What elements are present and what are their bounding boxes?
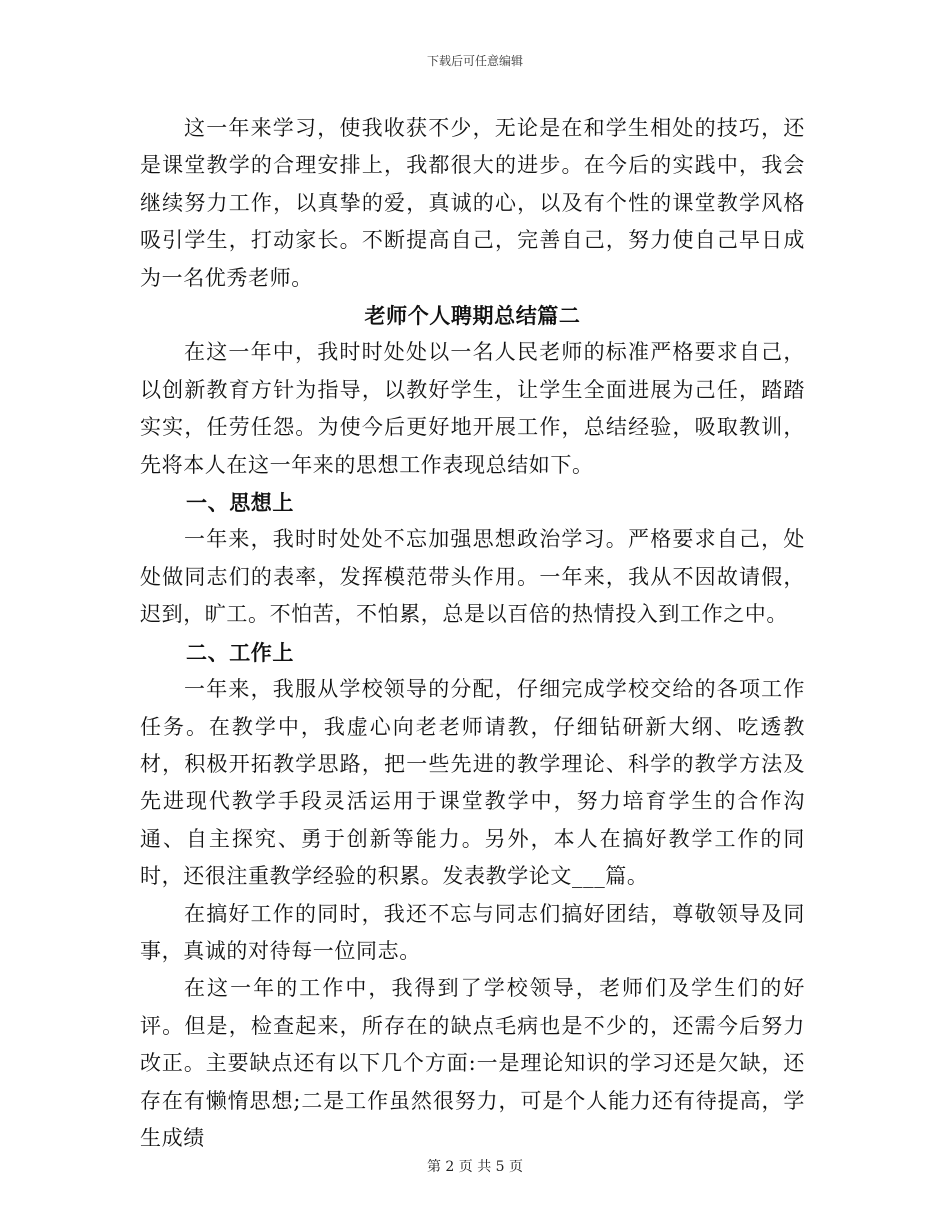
paragraph-2: 在这一年中，我时时处处以一名人民老师的标准严格要求自己，以创新教育方针为指导，以教好学生，让学生全面进展为己任，踏踏实实，任劳任怨。为使今后更好地开展工作，总结经验，吸取教训，先将本人在这一年来的思想工作表现总结如下。 xyxy=(140,340,805,477)
paragraph-6: 在这一年的工作中，我得到了学校领导，老师们及学生们的好评。但是，检查起来，所存在的缺点毛病也是不少的，还需今后努力改正。主要缺点还有以下几个方面:一是理论知识的学习还是欠缺，还存在有懒惰思想;二是工作虽然很努力，可是个人能力还有待提高，学生成绩 xyxy=(140,976,805,1150)
heading-thought: 一、思想上 xyxy=(186,490,294,516)
page-number: 第 2 页 共 5 页 xyxy=(426,1159,524,1175)
header-note: 下载后可任意编辑 xyxy=(426,54,523,68)
heading-work: 二、工作上 xyxy=(186,639,294,665)
document-body xyxy=(140,110,805,1157)
paragraph-3: 一年来，我时时处处不忘加强思想政治学习。严格要求自己，处处做同志们的表率，发挥模范带头作用。一年来，我从不因故请假，迟到，旷工。不怕苦，不怕累，总是以百倍的热情投入到工作之中。 xyxy=(140,527,805,627)
section-title: 老师个人聘期总结篇二 xyxy=(364,303,581,329)
paragraph-5: 在搞好工作的同时，我还不忘与同志们搞好团结，尊敬领导及同事，真诚的对待每一位同志。 xyxy=(140,901,805,963)
paragraph-1: 这一年来学习，使我收获不少，无论是在和学生相处的技巧，还是课堂教学的合理安排上，我都很大的进步。在今后的实践中，我会继续努力工作，以真挚的爱，真诚的心，以及有个性的课堂教学风格吸引学生，打动家长。不断提高自己，完善自己，努力使自己早日成为一名优秀老师。 xyxy=(140,116,805,290)
paragraph-4: 一年来，我服从学校领导的分配，仔细完成学校交给的各项工作任务。在教学中，我虚心向老老师请教，仔细钻研新大纲、吃透教材，积极开拓教学思路，把一些先进的教学理论、科学的教学方法及先进现代教学手段灵活运用于课堂教学中，努力培育学生的合作沟通、自主探究、勇于创新等能力。另外，本人在搞好教学工作的同时，还很注重教学经验的积累。发表教学论文___篇。 xyxy=(140,677,805,889)
